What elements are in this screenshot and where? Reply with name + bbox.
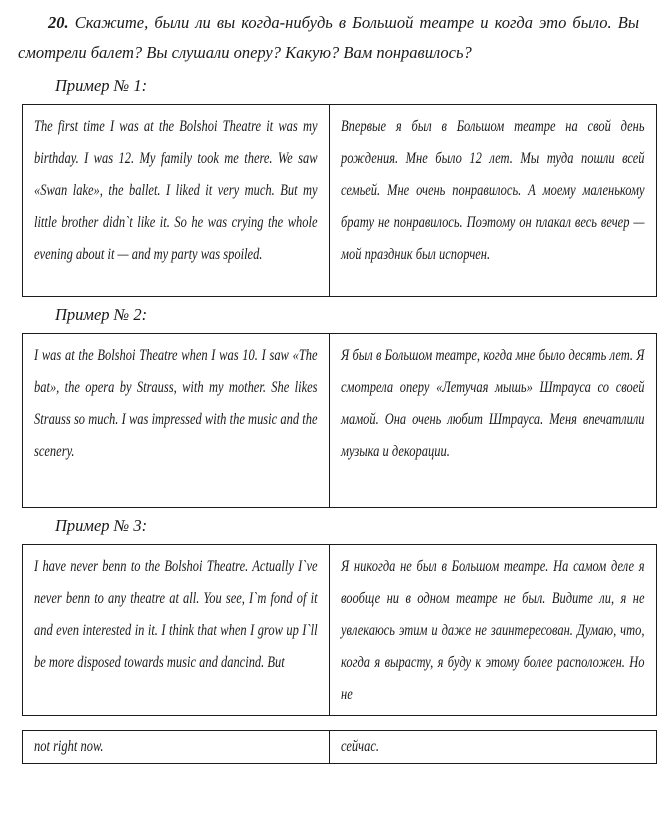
example-1-russian-cell bbox=[330, 105, 657, 297]
example-1-table bbox=[22, 104, 657, 297]
example-2-label: Пример № 2: bbox=[55, 305, 148, 324]
continuation-russian-cell bbox=[330, 731, 657, 764]
example-2-english-text: I was at the Bolshoi Theatre when I was 10. I saw «The bat», the opera by Strauss, with my mother. She likes Strauss so much. I was impressed with the music and the scenery. bbox=[34, 347, 318, 460]
table-row bbox=[23, 545, 657, 716]
table-row bbox=[23, 105, 657, 297]
example-3-russian-text: Я никогда не был в Большом театре. На самом деле я вообще ни в одном театре не был. Видите ли, я не увлекаюсь этим и даже не заинтересован. Думаю, что, когда я вырасту, я буду к этому более расположен. Но не bbox=[341, 558, 645, 703]
question-number: 20. bbox=[48, 13, 69, 32]
example-2-english-cell bbox=[23, 334, 330, 508]
document-page bbox=[0, 8, 659, 816]
continuation-english-cell bbox=[23, 731, 330, 764]
example-1-label: Пример № 1: bbox=[55, 76, 148, 95]
continuation-english-text: not right now. bbox=[34, 738, 104, 755]
question-paragraph bbox=[18, 8, 639, 68]
example-1-english-text: The first time I was at the Bolshoi Theatre it was my birthday. I was 12. My family took me there. We saw «Swan lake», the ballet. I liked it very much. But my little brother didn`t like it. So he was crying the whole evening about it — and my party was spoiled. bbox=[34, 118, 318, 263]
continuation-russian-text: сейчас. bbox=[341, 738, 380, 755]
table-row bbox=[23, 731, 657, 764]
question-text: Скажите, были ли вы когда-нибудь в Большой театре и когда это было. Вы смотрели балет? Вы слушали оперу? Какую? Вам понравилось? bbox=[18, 13, 639, 62]
example-3-table bbox=[22, 544, 657, 716]
example-2-table bbox=[22, 333, 657, 508]
example-3-english-text: I have never benn to the Bolshoi Theatre. Actually I`ve never benn to any theatre at all. You see, I`m fond of it and even interested in it. I think that when I grow up I`ll be more disposed towards music and dancind. But bbox=[34, 558, 318, 671]
example-1-english-cell bbox=[23, 105, 330, 297]
table-row bbox=[23, 334, 657, 508]
example-3-label: Пример № 3: bbox=[55, 516, 148, 535]
example-2-russian-text: Я был в Большом театре, когда мне было десять лет. Я смотрела оперу «Летучая мышь» Штрауса со своей мамой. Она очень любит Штрауса. Меня впечатлили музыка и декорации. bbox=[341, 347, 645, 460]
example-1-russian-text: Впервые я был в Большом театре на свой день рождения. Мне было 12 лет. Мы туда пошли всей семьей. Мне очень понравилось. А моему маленькому брату не понравилось. Поэтому он плакал весь вечер — мой праздник был испорчен. bbox=[341, 118, 645, 263]
example-3-english-cell bbox=[23, 545, 330, 716]
continuation-table bbox=[22, 730, 657, 764]
example-3-russian-cell bbox=[330, 545, 657, 716]
example-2-russian-cell bbox=[330, 334, 657, 508]
